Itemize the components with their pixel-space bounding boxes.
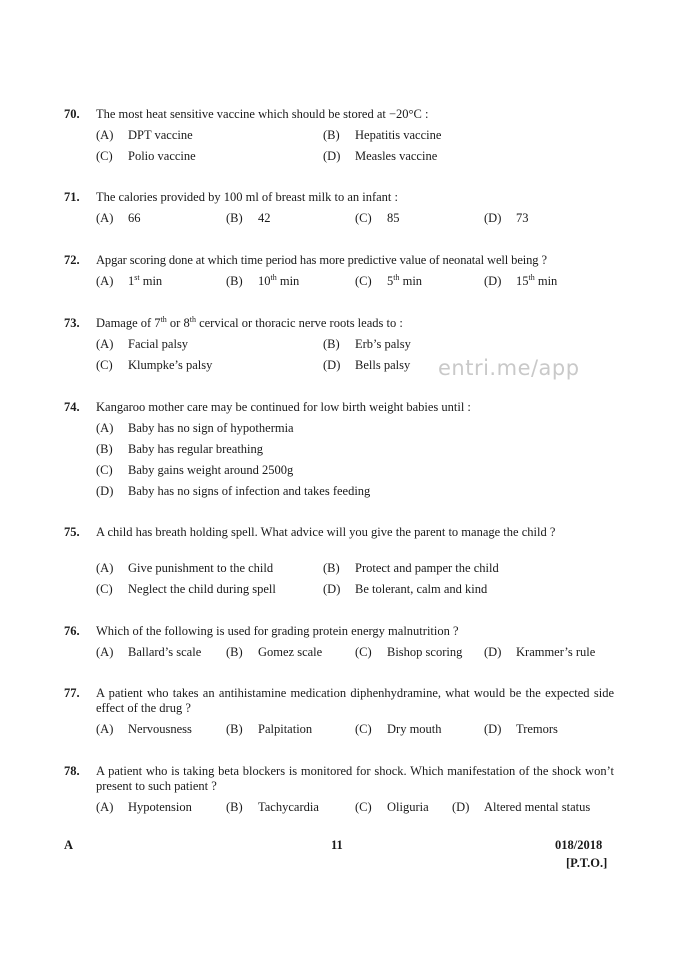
option-c <box>355 274 422 289</box>
option-value: 5 <box>387 274 394 288</box>
option-text: Klumpke’s palsy <box>128 358 213 372</box>
option-label: (B) <box>226 274 243 288</box>
option-label: (B) <box>96 442 113 456</box>
option-text: Gomez scale <box>258 645 323 659</box>
question-paper-code: 018/2018 <box>555 838 603 852</box>
option-label: (A) <box>96 337 114 351</box>
question-text: A child has breath holding spell. What advice will you give the parent to manage the child ? <box>96 525 556 539</box>
option-d <box>323 358 410 373</box>
option-d <box>323 149 437 164</box>
option-label: (B) <box>226 800 243 814</box>
option-label: (D) <box>484 274 502 288</box>
option-b <box>226 211 271 226</box>
option-label: (B) <box>226 211 243 225</box>
option-c <box>355 722 442 737</box>
series-code: A <box>64 838 74 852</box>
option-d <box>484 274 557 289</box>
option-label: (D) <box>484 722 502 736</box>
question-number: 70. <box>64 107 80 121</box>
option-label: (C) <box>355 645 372 659</box>
option-label: (D) <box>323 358 341 372</box>
option-a <box>96 421 294 436</box>
question-number: 78. <box>64 764 80 778</box>
option-label: (A) <box>96 274 114 288</box>
option-text: 73 <box>516 211 529 225</box>
option-text: Krammer’s rule <box>516 645 596 659</box>
option-label: (A) <box>96 211 114 225</box>
option-text: Bells palsy <box>355 358 411 372</box>
option-text: Baby gains weight around 2500g <box>128 463 294 477</box>
ordinal-suffix: th <box>528 272 535 282</box>
option-unit: min <box>276 274 300 288</box>
option-label: (D) <box>323 582 341 596</box>
option-unit: min <box>399 274 423 288</box>
option-d <box>484 211 529 226</box>
question-number: 77. <box>64 686 80 700</box>
option-label: (B) <box>323 128 340 142</box>
option-a <box>96 561 273 576</box>
option-text: Facial palsy <box>128 337 189 351</box>
option-a <box>96 211 141 226</box>
option-label: (A) <box>96 421 114 435</box>
option-value: 10 <box>258 274 271 288</box>
option-label: (A) <box>96 128 114 142</box>
option-text: Tremors <box>516 722 558 736</box>
option-text: DPT vaccine <box>128 128 193 142</box>
option-b <box>226 800 319 815</box>
option-label: (A) <box>96 645 114 659</box>
option-label: (C) <box>96 463 113 477</box>
option-d <box>484 645 595 660</box>
option-c <box>96 149 196 164</box>
option-text: Altered mental status <box>484 800 591 814</box>
option-label: (C) <box>96 358 113 372</box>
option-text: Bishop scoring <box>387 645 463 659</box>
option-d <box>96 484 370 499</box>
option-b <box>323 128 441 143</box>
question-number: 74. <box>64 400 80 414</box>
option-label: (C) <box>355 274 372 288</box>
option-value: 1 <box>128 274 135 288</box>
option-a <box>96 645 201 660</box>
ordinal-suffix: th <box>393 272 400 282</box>
option-label: (A) <box>96 561 114 575</box>
option-label: (C) <box>96 149 113 163</box>
option-label: (C) <box>355 211 372 225</box>
option-a <box>96 337 188 352</box>
option-text: Erb’s palsy <box>355 337 411 351</box>
please-turn-over: [P.T.O.] <box>566 856 608 870</box>
option-a <box>96 128 193 143</box>
option-b <box>226 274 299 289</box>
option-text: Polio vaccine <box>128 149 196 163</box>
option-text: 66 <box>128 211 141 225</box>
option-text: 85 <box>387 211 400 225</box>
option-text: 42 <box>258 211 271 225</box>
question-text: The calories provided by 100 ml of breast milk to an infant : <box>96 190 399 204</box>
option-label: (C) <box>96 582 113 596</box>
option-label: (D) <box>452 800 470 814</box>
option-text: Neglect the child during spell <box>128 582 276 596</box>
option-text: Palpitation <box>258 722 313 736</box>
option-b <box>96 442 263 457</box>
question-number: 72. <box>64 253 80 267</box>
option-value: 15 <box>516 274 529 288</box>
option-b <box>226 722 312 737</box>
option-a <box>96 274 162 289</box>
option-d <box>452 800 590 815</box>
option-text: Be tolerant, calm and kind <box>355 582 488 596</box>
option-text: Ballard’s scale <box>128 645 202 659</box>
watermark: entri.me/app <box>438 356 580 380</box>
option-text: Tachycardia <box>258 800 319 814</box>
ordinal-suffix: st <box>134 272 140 282</box>
option-label: (D) <box>96 484 114 498</box>
option-label: (B) <box>226 645 243 659</box>
option-c <box>96 463 293 478</box>
option-text: Dry mouth <box>387 722 442 736</box>
option-c <box>96 358 212 373</box>
question-text: Which of the following is used for grading protein energy malnutrition ? <box>96 624 459 638</box>
question-number: 76. <box>64 624 80 638</box>
question-text: Kangaroo mother care may be continued for low birth weight babies until : <box>96 400 471 414</box>
option-a <box>96 722 192 737</box>
option-d <box>484 722 558 737</box>
option-b <box>323 337 411 352</box>
option-c <box>96 582 276 597</box>
option-c <box>355 800 429 815</box>
question-text: A patient who takes an antihistamine medication diphenhydramine, what would be the expected side effect of the drug ? <box>96 686 614 715</box>
question-number: 73. <box>64 316 80 330</box>
page-number: 11 <box>331 838 343 852</box>
option-label: (B) <box>226 722 243 736</box>
option-text: Hypotension <box>128 800 192 814</box>
option-label: (A) <box>96 800 114 814</box>
option-text: Oliguria <box>387 800 429 814</box>
option-text: Measles vaccine <box>355 149 438 163</box>
ordinal-suffix: th <box>270 272 277 282</box>
question-text: A patient who is taking beta blockers is monitored for shock. Which manifestation of the shock won’t present to such patient ? <box>96 764 614 793</box>
option-c <box>355 211 400 226</box>
option-d <box>323 582 487 597</box>
option-text: Baby has no sign of hypothermia <box>128 421 294 435</box>
option-label: (C) <box>355 800 372 814</box>
option-text: Baby has no signs of infection and takes feeding <box>128 484 371 498</box>
option-label: (A) <box>96 722 114 736</box>
question-number: 75. <box>64 525 80 539</box>
question-number: 71. <box>64 190 80 204</box>
option-text: Hepatitis vaccine <box>355 128 442 142</box>
option-a <box>96 800 192 815</box>
question-text: Apgar scoring done at which time period has more predictive value of neonatal well being ? <box>96 253 547 267</box>
option-b <box>323 561 499 576</box>
option-text: Baby has regular breathing <box>128 442 264 456</box>
option-c <box>355 645 462 660</box>
option-label: (C) <box>355 722 372 736</box>
option-text: Give punishment to the child <box>128 561 274 575</box>
option-label: (D) <box>484 645 502 659</box>
option-unit: min <box>139 274 163 288</box>
option-label: (B) <box>323 561 340 575</box>
option-text: Nervousness <box>128 722 192 736</box>
question-text: Damage of 7th or 8th cervical or thoracic nerve roots leads to : <box>96 314 403 330</box>
option-text: Protect and pamper the child <box>355 561 499 575</box>
option-label: (D) <box>323 149 341 163</box>
option-b <box>226 645 322 660</box>
question-text: The most heat sensitive vaccine which should be stored at −20°C : <box>96 107 429 121</box>
option-label: (D) <box>484 211 502 225</box>
option-unit: min <box>534 274 558 288</box>
option-label: (B) <box>323 337 340 351</box>
